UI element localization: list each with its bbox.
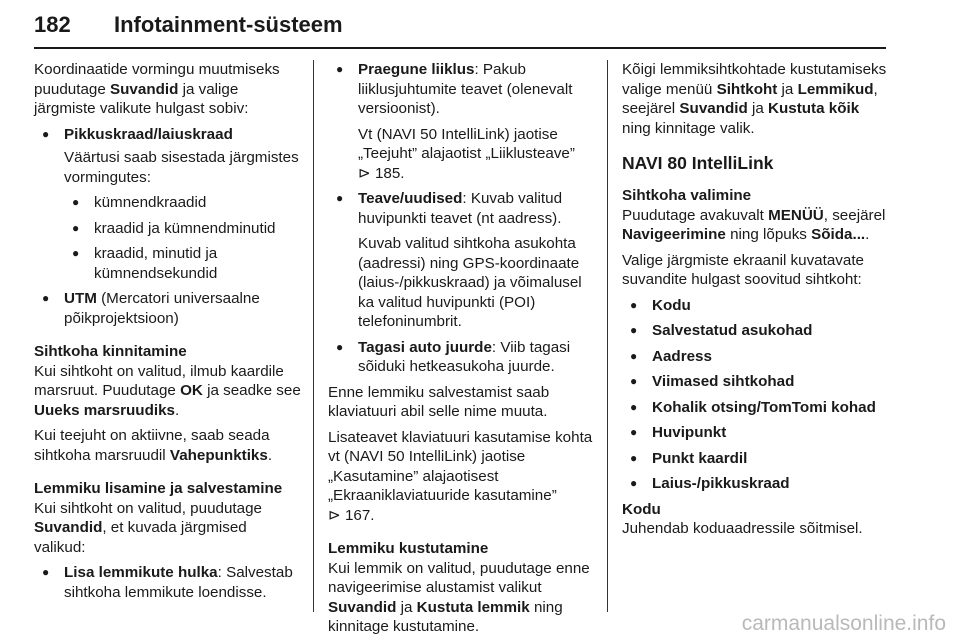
latlon-description: Väärtusi saab sisestada järgmistes vormingutes: xyxy=(64,149,299,186)
latlon-format-list xyxy=(64,193,302,283)
watermark-text: carmanualsonline.info xyxy=(741,612,946,635)
column-3 xyxy=(622,60,890,545)
page-number: 182 xyxy=(34,12,71,37)
list-item-back-to-car: ● Tagasi auto juurde: Viib tagasi sõiduki hetkeasukoha juurde. xyxy=(328,338,596,377)
column-divider-2 xyxy=(607,60,608,612)
list-item-decimal-degrees: ● kümnendkraadid xyxy=(64,193,302,213)
heading-select-destination: Sihtkoha valimine xyxy=(622,187,752,204)
paragraph-choose-destination: Valige järgmiste ekraanil kuvatavate suvandite hulgast soovitud sihtkoht: xyxy=(622,251,864,288)
list-item-degrees-decimal-minutes: ● kraadid ja kümnendminutid xyxy=(64,219,302,239)
paragraph-coordinate-format: Koordinaatide vormingu muutmiseks puudutage Suvandid ja valige järgmiste valikute hulgast sobiv: xyxy=(34,61,280,117)
heading-navi80: NAVI 80 IntelliLink xyxy=(622,153,774,173)
list-item-current-traffic: ● Praegune liiklus: Pakub liiklusjuhtumite teavet (olenevalt versioonist). Vt (NAVI 50 IntelliLink) jaotise „Teejuht” alajaotist „Liiklusteave” ⊳ 185. xyxy=(328,60,596,183)
header-rule xyxy=(34,47,886,49)
paragraph-delete-favourite: Kui lemmik on valitud, puudutage enne navigeerimise alustamist valikut Suvandid ja Kustuta lemmik ning kinnitage kustutamine. xyxy=(328,559,590,635)
coordinate-format-list xyxy=(34,125,302,329)
traffic-reference: Vt (NAVI 50 IntelliLink) jaotise „Teejuht” alajaotist „Liiklusteave” ⊳ 185. xyxy=(358,125,575,182)
heading-destination-confirm: Sihtkoha kinnitamine xyxy=(34,343,187,360)
list-item-destination-option: ● Kodu xyxy=(622,296,890,316)
paragraph-rename: Enne lemmiku salvestamist saab klaviatuuri abil selle nime muuta. xyxy=(328,383,550,420)
list-item-destination-option: ● Salvestatud asukohad xyxy=(622,321,890,341)
list-item-add-to-favourites: ● Lisa lemmikute hulka: Salvestab sihtkoha lemmikute loendisse. xyxy=(34,563,302,602)
paragraph-add-favourite: Kui sihtkoht on valitud, puudutage Suvandid, et kuvada järgmised valikud: xyxy=(34,499,262,556)
paragraph-select-destination: Puudutage avakuvalt MENÜÜ, seejärel Navigeerimine ning lõpuks Sõida.... xyxy=(622,206,886,243)
favourite-options-list-cont xyxy=(328,60,596,377)
list-item-latlon: ● Pikkuskraad/laiuskraad Väärtusi saab sisestada järgmistes vormingutes: ● kümnendkraadid ● kraadid ja kümnendminutid ● kraadid, minutid ja kümnendsekundid xyxy=(34,125,302,284)
list-item-degrees-minutes-seconds: ● kraadid, minutid ja kümnendsekundid xyxy=(64,244,302,283)
page-title: Infotainment-süsteem xyxy=(114,12,343,37)
column-divider-1 xyxy=(313,60,314,612)
heading-add-favourite: Lemmiku lisamine ja salvestamine xyxy=(34,480,283,497)
paragraph-destination-confirm: Kui sihtkoht on valitud, ilmub kaardile marsruut. Puudutage OK ja seadke see Uueks marsruudiks. xyxy=(34,362,301,419)
destination-options-list xyxy=(622,296,890,494)
column-1 xyxy=(34,60,302,608)
paragraph-keyboard-ref: Lisateavet klaviatuuri kasutamise kohta vt (NAVI 50 IntelliLink) jaotise „Kasutamine” alajaotisest „Ekraaniklaviatuuride kasutamine” ⊳ 167. xyxy=(328,428,593,524)
page-ref-icon: ⊳ xyxy=(358,164,371,182)
list-item-destination-option: ● Kohalik otsing/TomTomi kohad xyxy=(622,398,890,418)
heading-delete-favourite: Lemmiku kustutamine xyxy=(328,540,489,557)
paragraph-waypoint: Kui teejuht on aktiivne, saab seada sihtkoha marsruudil Vahepunktiks. xyxy=(34,427,273,464)
list-item-destination-option: ● Laius-/pikkuskraad xyxy=(622,474,890,494)
list-item-destination-option: ● Viimased sihtkohad xyxy=(622,372,890,392)
list-item-destination-option: ● Huvipunkt xyxy=(622,423,890,443)
paragraph-home: Juhendab koduaadressile sõitmisel. xyxy=(622,520,863,537)
page-header xyxy=(34,6,886,46)
column-2 xyxy=(328,60,596,643)
page-ref-icon: ⊳ xyxy=(328,506,341,524)
list-item-utm: ● UTM (Mercatori universaalne põikprojektsioon) xyxy=(34,289,302,328)
list-item-destination-option: ● Aadress xyxy=(622,347,890,367)
favourite-options-list xyxy=(34,563,302,602)
info-news-extra: Kuvab valitud sihtkoha asukohta (aadressi) ning GPS-koordinaate (laius-/pikkuskraad) ja võimalusel ka valitud huvipunkti (POI) telefoninumbrit. xyxy=(358,235,582,330)
list-item-info-news: ● Teave/uudised: Kuvab valitud huvipunkti teavet (nt aadress). Kuvab valitud sihtkoha asukohta (aadressi) ning GPS-koordinaate (laius-/pikkuskraad) ja võimalusel ka valitud huvipunkti (POI) telefoninumbrit. xyxy=(328,189,596,332)
paragraph-delete-all: Kõigi lemmiksihtkohtade kustutamiseks valige menüü Sihtkoht ja Lemmikud, seejärel Suvandid ja Kustuta kõik ning kinnitage valik. xyxy=(622,61,887,137)
heading-home: Kodu xyxy=(622,500,661,518)
list-item-destination-option: ● Punkt kaardil xyxy=(622,449,890,469)
